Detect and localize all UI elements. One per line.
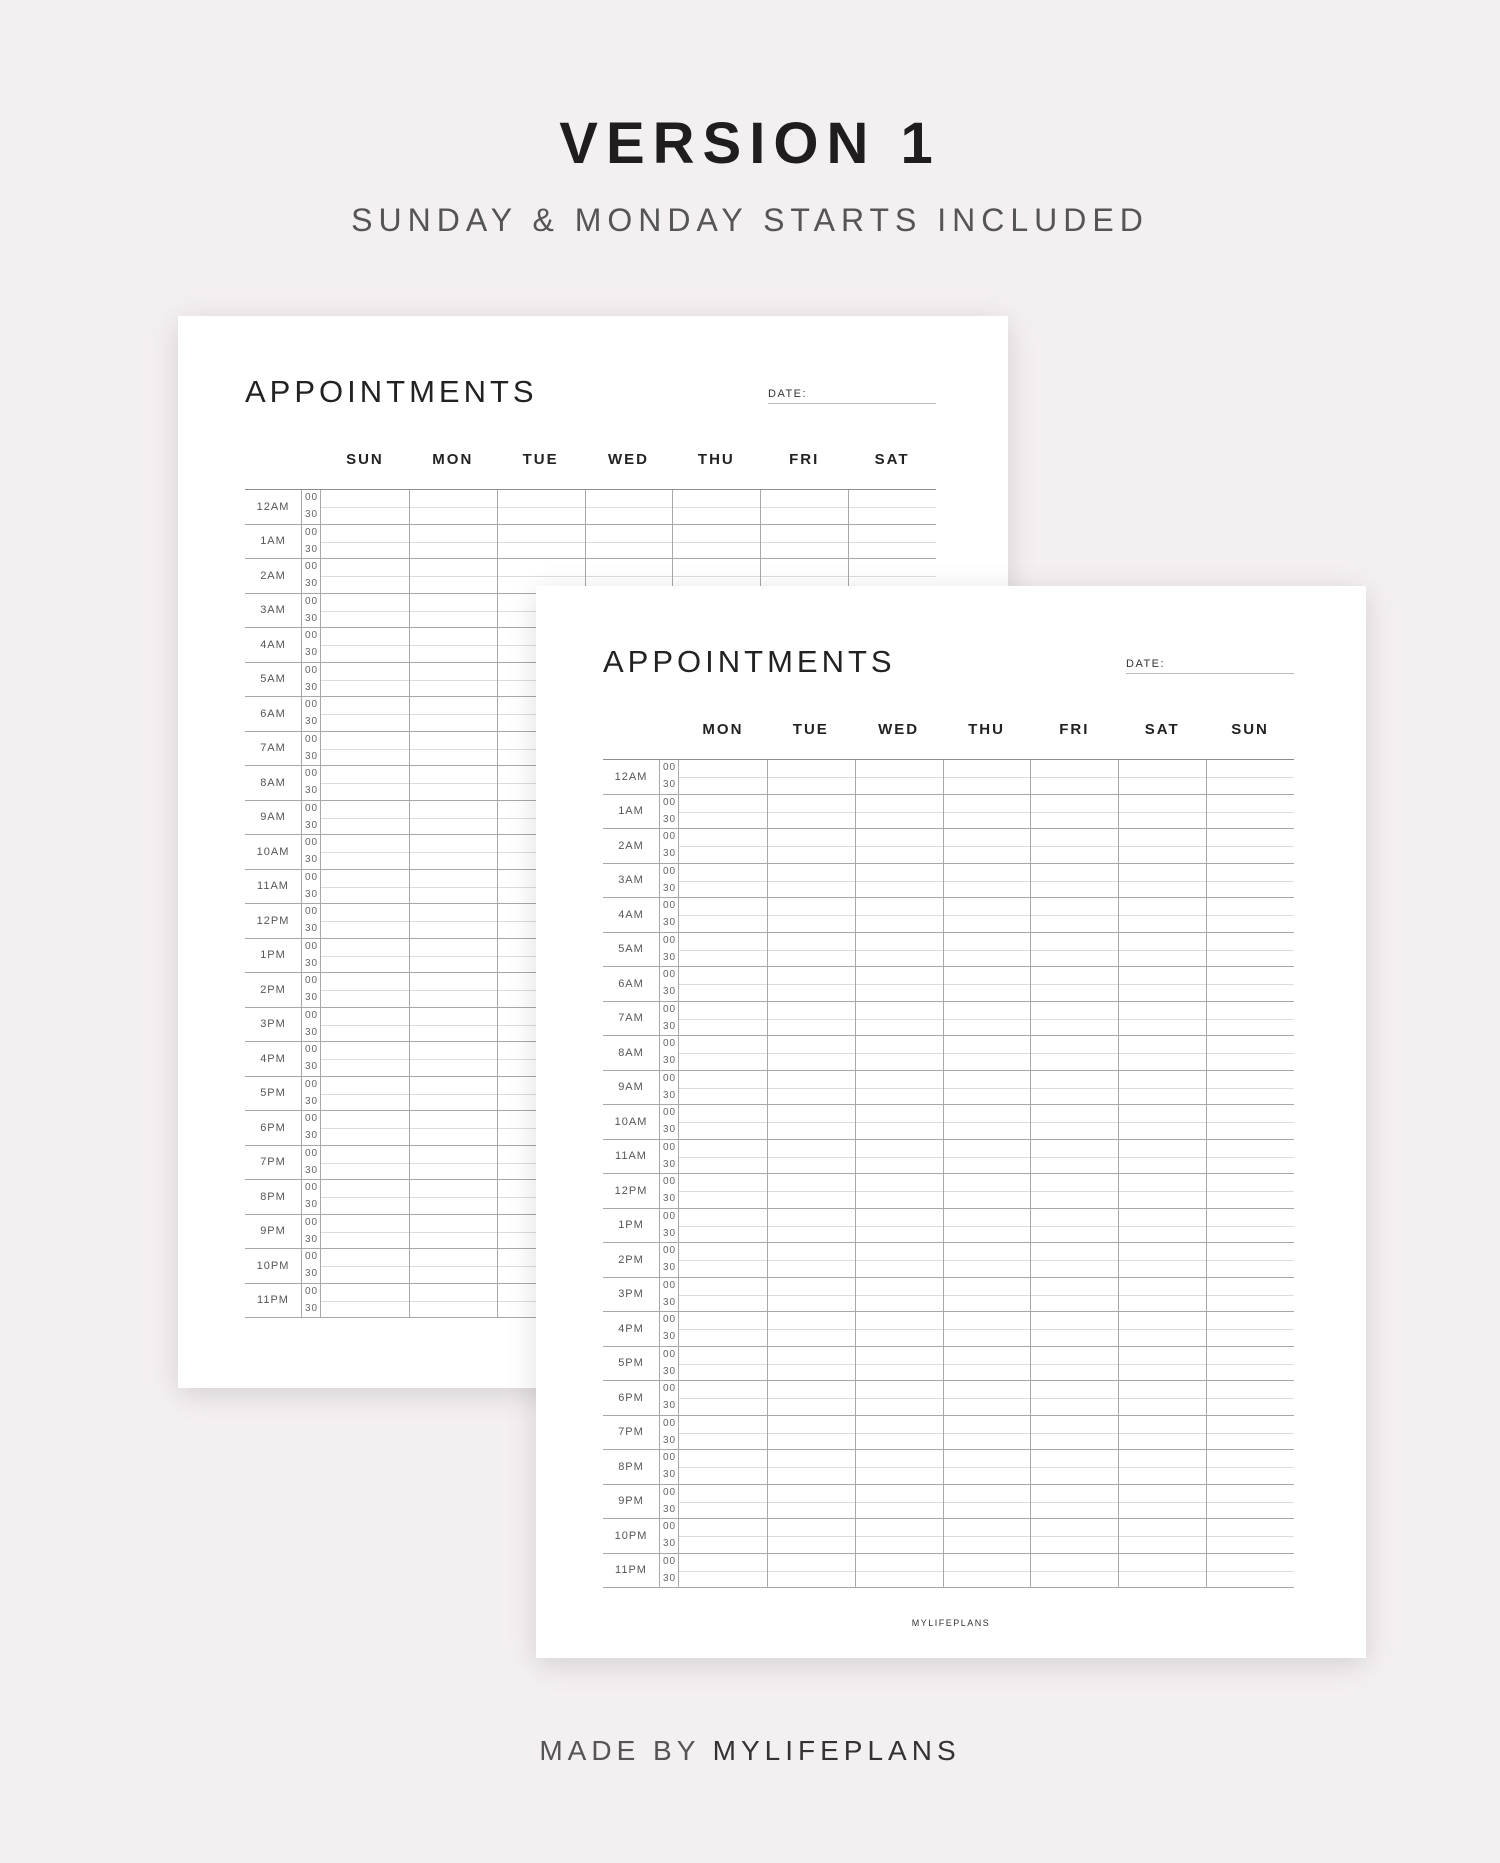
- hour-label: 9PM: [260, 1225, 286, 1238]
- day-divider: [1030, 760, 1031, 1588]
- hour-row[interactable]: [603, 864, 1294, 899]
- hours-grid: [603, 759, 1294, 1588]
- minute-label: 00: [663, 762, 677, 773]
- minute-label: 00: [305, 1285, 319, 1297]
- minute-label: 00: [305, 975, 319, 986]
- hour-row[interactable]: [603, 795, 1294, 830]
- page-footer: MYLIFEPLANS: [911, 1618, 991, 1628]
- half-hour-line: [679, 950, 1294, 951]
- minute-label: 00: [663, 1314, 677, 1325]
- day-divider: [767, 760, 768, 1588]
- minute-label: 00: [305, 733, 319, 745]
- minute-column: [659, 1209, 679, 1243]
- hour-label: 9PM: [618, 1495, 644, 1508]
- day-label-tue: TUE: [522, 451, 559, 468]
- minute-column: [301, 490, 321, 524]
- minute-column: [659, 898, 679, 932]
- hour-row[interactable]: [603, 760, 1294, 795]
- minute-label: 00: [663, 1072, 677, 1084]
- hour-label: 10PM: [614, 1529, 648, 1542]
- day-label-mon: MON: [702, 721, 744, 738]
- day-header-row: [245, 451, 936, 489]
- minute-column: [659, 829, 679, 863]
- day-divider: [1118, 760, 1119, 1588]
- minute-label: 00: [663, 900, 677, 911]
- minute-column: [301, 1146, 321, 1180]
- day-label-thu: THU: [697, 451, 735, 468]
- minute-label: 30: [305, 612, 319, 624]
- hour-label: 11PM: [257, 1294, 289, 1307]
- minute-label: 30: [663, 813, 677, 825]
- minute-label: 30: [305, 1268, 319, 1279]
- minute-label: 00: [305, 906, 319, 917]
- hour-row[interactable]: [603, 1554, 1294, 1589]
- hour-label: 4AM: [260, 638, 286, 651]
- hour-label: 9AM: [618, 1081, 644, 1094]
- minute-label: 00: [305, 492, 319, 503]
- minute-label: 30: [663, 1469, 677, 1480]
- minute-label: 00: [305, 595, 319, 607]
- day-label-sat: SAT: [1144, 721, 1180, 738]
- minute-label: 00: [305, 630, 319, 641]
- half-hour-line: [679, 812, 1294, 813]
- hour-label: 5AM: [618, 943, 644, 956]
- minute-label: 30: [663, 1331, 677, 1342]
- minute-label: 00: [663, 969, 677, 980]
- minute-label: 00: [305, 1216, 319, 1228]
- minute-column: [659, 795, 679, 829]
- minute-label: 00: [663, 1279, 677, 1291]
- hour-label: 2AM: [618, 839, 644, 852]
- minute-label: 30: [305, 647, 319, 658]
- minute-column: [301, 1077, 321, 1111]
- minute-column: [659, 1381, 679, 1415]
- hour-label: 7PM: [260, 1156, 286, 1169]
- minute-column: [301, 1042, 321, 1076]
- minute-label: 30: [663, 1503, 677, 1515]
- minute-label: 00: [305, 940, 319, 952]
- hour-row[interactable]: [603, 1519, 1294, 1554]
- half-hour-line: [679, 984, 1294, 985]
- hour-label: 3AM: [260, 604, 286, 617]
- hour-row[interactable]: [603, 1278, 1294, 1313]
- hour-row[interactable]: [603, 967, 1294, 1002]
- hour-row[interactable]: [603, 1450, 1294, 1485]
- hour-label: 3PM: [618, 1288, 644, 1301]
- minute-column: [659, 1105, 679, 1139]
- footer-prefix: MADE BY: [539, 1735, 700, 1766]
- half-hour-line: [679, 1191, 1294, 1192]
- half-hour-line: [679, 1364, 1294, 1365]
- page-title: APPOINTMENTS: [603, 644, 896, 679]
- minute-label: 30: [663, 1227, 677, 1239]
- minute-label: 00: [305, 561, 319, 572]
- minute-label: 30: [663, 779, 677, 790]
- minute-label: 00: [663, 1521, 677, 1532]
- half-hour-line: [679, 1433, 1294, 1434]
- minute-label: 30: [663, 951, 677, 963]
- minute-label: 00: [663, 934, 677, 946]
- minute-label: 30: [305, 1164, 319, 1176]
- minute-label: 30: [305, 923, 319, 934]
- minute-label: 30: [663, 1365, 677, 1377]
- minute-column: [659, 1140, 679, 1174]
- minute-label: 00: [663, 1176, 677, 1187]
- minute-label: 30: [305, 992, 319, 1003]
- minute-label: 00: [663, 1141, 677, 1153]
- half-hour-line: [679, 1467, 1294, 1468]
- day-label-sun: SUN: [1231, 721, 1269, 738]
- minute-label: 30: [663, 882, 677, 894]
- date-label: DATE:: [768, 388, 808, 400]
- minute-column: [301, 559, 321, 593]
- half-hour-line: [679, 1226, 1294, 1227]
- minute-column: [659, 864, 679, 898]
- minute-label: 00: [305, 871, 319, 883]
- hour-row[interactable]: [603, 1002, 1294, 1037]
- hour-row[interactable]: [603, 1105, 1294, 1140]
- hour-label: 11AM: [615, 1150, 647, 1163]
- minute-label: 30: [305, 819, 319, 831]
- half-hour-line: [321, 576, 936, 577]
- minute-column: [659, 1071, 679, 1105]
- minute-label: 30: [663, 917, 677, 928]
- minute-column: [301, 835, 321, 869]
- hour-label: 11PM: [615, 1564, 647, 1577]
- half-hour-line: [679, 1122, 1294, 1123]
- hour-label: 1PM: [618, 1219, 644, 1232]
- day-divider: [497, 490, 498, 1318]
- minute-label: 00: [663, 1348, 677, 1360]
- minute-column: [659, 1485, 679, 1519]
- hour-label: 5AM: [260, 673, 286, 686]
- minute-label: 00: [663, 1038, 677, 1049]
- minute-column: [301, 663, 321, 697]
- hour-label: 8AM: [260, 776, 286, 789]
- minute-label: 30: [305, 1095, 319, 1107]
- hour-label: 4AM: [618, 908, 644, 921]
- minute-column: [659, 933, 679, 967]
- hour-row[interactable]: [603, 1140, 1294, 1175]
- minute-label: 00: [663, 796, 677, 808]
- minute-label: 00: [663, 1417, 677, 1429]
- hour-label: 7AM: [260, 742, 286, 755]
- minute-column: [659, 1278, 679, 1312]
- minute-label: 30: [305, 785, 319, 796]
- minute-label: 30: [305, 716, 319, 727]
- minute-label: 30: [663, 1089, 677, 1101]
- minute-column: [659, 1554, 679, 1588]
- minute-column: [659, 1519, 679, 1553]
- day-label-fri: FRI: [789, 451, 820, 468]
- hour-row[interactable]: [603, 1243, 1294, 1278]
- minute-column: [301, 904, 321, 938]
- minute-column: [659, 1416, 679, 1450]
- minute-column: [301, 1111, 321, 1145]
- day-divider: [409, 490, 410, 1318]
- half-hour-line: [679, 1053, 1294, 1054]
- page-title: APPOINTMENTS: [245, 374, 538, 409]
- half-hour-line: [679, 846, 1294, 847]
- hour-label: 5PM: [618, 1357, 644, 1370]
- half-hour-line: [679, 1502, 1294, 1503]
- footer-credit: [0, 1735, 1500, 1767]
- minute-column: [659, 1002, 679, 1036]
- minute-column: [659, 760, 679, 794]
- minute-label: 00: [305, 664, 319, 676]
- hour-label: 1PM: [260, 949, 286, 962]
- minute-label: 00: [663, 831, 677, 842]
- minute-column: [301, 939, 321, 973]
- day-header-row: [603, 721, 1294, 759]
- minute-column: [659, 1174, 679, 1208]
- day-label-thu: THU: [968, 721, 1005, 738]
- hour-label: 11AM: [257, 880, 289, 893]
- minute-label: 30: [663, 1572, 677, 1584]
- minute-label: 30: [305, 578, 319, 589]
- minute-column: [301, 1249, 321, 1283]
- half-hour-line: [679, 1571, 1294, 1572]
- half-hour-line: [321, 507, 936, 508]
- hour-label: 8PM: [260, 1190, 286, 1203]
- hour-row[interactable]: [603, 1381, 1294, 1416]
- minute-column: [301, 594, 321, 628]
- half-hour-line: [679, 1019, 1294, 1020]
- hour-label: 7PM: [618, 1426, 644, 1439]
- minute-label: 00: [305, 1147, 319, 1159]
- minute-column: [659, 1243, 679, 1277]
- hour-row[interactable]: [245, 490, 936, 525]
- hour-row[interactable]: [603, 1416, 1294, 1451]
- hour-label: 4PM: [618, 1322, 644, 1335]
- hour-label: 12AM: [256, 500, 290, 513]
- hour-label: 6AM: [618, 977, 644, 990]
- hour-label: 2AM: [260, 569, 286, 582]
- minute-label: 00: [305, 1044, 319, 1055]
- day-label-mon: MON: [432, 451, 474, 468]
- minute-label: 30: [305, 1302, 319, 1314]
- minute-label: 00: [305, 837, 319, 848]
- hour-label: 3PM: [260, 1018, 286, 1031]
- day-label-wed: WED: [608, 451, 649, 468]
- hour-row[interactable]: [603, 933, 1294, 968]
- hour-label: 7AM: [618, 1012, 644, 1025]
- hour-row[interactable]: [603, 1312, 1294, 1347]
- date-label: DATE:: [1126, 658, 1166, 670]
- hour-label: 10AM: [256, 845, 290, 858]
- minute-label: 30: [305, 1130, 319, 1141]
- minute-label: 00: [305, 699, 319, 710]
- hour-label: 6AM: [260, 707, 286, 720]
- minute-column: [301, 525, 321, 559]
- day-label-sun: SUN: [346, 451, 384, 468]
- minute-label: 30: [305, 1061, 319, 1072]
- date-field[interactable]: [1126, 658, 1294, 674]
- minute-column: [301, 697, 321, 731]
- hero-subtitle: SUNDAY & MONDAY STARTS INCLUDED: [351, 202, 1149, 238]
- hour-label: 8AM: [618, 1046, 644, 1059]
- minute-column: [659, 1347, 679, 1381]
- date-field[interactable]: [768, 388, 936, 404]
- half-hour-line: [679, 1088, 1294, 1089]
- minute-label: 00: [305, 1078, 319, 1090]
- hour-label: 2PM: [260, 983, 286, 996]
- minute-label: 30: [305, 750, 319, 762]
- minute-column: [301, 1008, 321, 1042]
- day-label-sat: SAT: [874, 451, 910, 468]
- minute-label: 30: [663, 986, 677, 997]
- minute-label: 30: [305, 543, 319, 555]
- minute-label: 30: [663, 848, 677, 859]
- schedule-grid: [603, 721, 1294, 1588]
- hour-label: 12AM: [614, 770, 648, 783]
- minute-label: 00: [305, 768, 319, 779]
- minute-label: 30: [305, 509, 319, 520]
- hour-label: 1AM: [260, 535, 286, 548]
- day-label-wed: WED: [878, 721, 920, 738]
- minute-label: 30: [663, 1262, 677, 1273]
- hour-row[interactable]: [245, 525, 936, 560]
- minute-label: 30: [663, 1055, 677, 1066]
- minute-column: [659, 967, 679, 1001]
- day-label-fri: FRI: [1059, 721, 1090, 738]
- minute-label: 00: [663, 1107, 677, 1118]
- minute-label: 00: [305, 1113, 319, 1124]
- minute-column: [659, 1312, 679, 1346]
- minute-label: 30: [663, 1434, 677, 1446]
- minute-label: 30: [305, 957, 319, 969]
- minute-label: 00: [663, 1555, 677, 1567]
- minute-column: [301, 628, 321, 662]
- minute-label: 30: [305, 681, 319, 693]
- minute-column: [301, 732, 321, 766]
- half-hour-line: [679, 1260, 1294, 1261]
- half-hour-line: [679, 1536, 1294, 1537]
- minute-label: 30: [305, 1199, 319, 1210]
- half-hour-line: [321, 542, 936, 543]
- minute-label: 00: [663, 1486, 677, 1498]
- hour-row[interactable]: [603, 1071, 1294, 1106]
- minute-label: 00: [305, 526, 319, 538]
- minute-label: 00: [663, 1003, 677, 1015]
- hour-row[interactable]: [603, 1347, 1294, 1382]
- hour-label: 12PM: [614, 1184, 648, 1197]
- minute-label: 30: [663, 1193, 677, 1204]
- half-hour-line: [679, 881, 1294, 882]
- minute-column: [301, 973, 321, 1007]
- minute-column: [301, 766, 321, 800]
- minute-column: [301, 870, 321, 904]
- hour-label: 12PM: [256, 914, 290, 927]
- minute-label: 00: [663, 1245, 677, 1256]
- minute-column: [659, 1036, 679, 1070]
- hero-title: VERSION 1: [559, 111, 941, 176]
- half-hour-line: [679, 1398, 1294, 1399]
- hour-row[interactable]: [603, 1209, 1294, 1244]
- day-divider: [855, 760, 856, 1588]
- half-hour-line: [679, 915, 1294, 916]
- minute-label: 30: [663, 1124, 677, 1135]
- day-label-tue: TUE: [792, 721, 829, 738]
- hour-label: 1AM: [618, 805, 644, 818]
- footer-brand: MYLIFEPLANS: [712, 1735, 961, 1766]
- day-divider: [1206, 760, 1207, 1588]
- minute-label: 30: [305, 1026, 319, 1038]
- hour-label: 2PM: [618, 1253, 644, 1266]
- minute-label: 00: [663, 1210, 677, 1222]
- hour-row[interactable]: [603, 1036, 1294, 1071]
- minute-label: 30: [663, 1020, 677, 1032]
- hour-row[interactable]: [603, 1485, 1294, 1520]
- half-hour-line: [679, 777, 1294, 778]
- planner-page-monday-start: [536, 586, 1366, 1658]
- hour-label: 6PM: [618, 1391, 644, 1404]
- minute-label: 00: [663, 865, 677, 877]
- minute-label: 30: [305, 854, 319, 865]
- hour-row[interactable]: [603, 898, 1294, 933]
- minute-label: 30: [663, 1158, 677, 1170]
- minute-column: [301, 1180, 321, 1214]
- hour-label: 9AM: [260, 811, 286, 824]
- minute-label: 00: [305, 1251, 319, 1262]
- minute-label: 30: [663, 1296, 677, 1308]
- half-hour-line: [679, 1295, 1294, 1296]
- hour-label: 10PM: [256, 1259, 290, 1272]
- hour-label: 3AM: [618, 874, 644, 887]
- minute-label: 00: [305, 802, 319, 814]
- half-hour-line: [679, 1157, 1294, 1158]
- minute-label: 00: [663, 1452, 677, 1463]
- hour-row[interactable]: [603, 829, 1294, 864]
- hour-row[interactable]: [603, 1174, 1294, 1209]
- hour-label: 8PM: [618, 1460, 644, 1473]
- minute-column: [301, 1284, 321, 1318]
- hour-label: 10AM: [614, 1115, 648, 1128]
- day-divider: [943, 760, 944, 1588]
- minute-label: 00: [305, 1009, 319, 1021]
- minute-column: [301, 801, 321, 835]
- hour-label: 5PM: [260, 1087, 286, 1100]
- minute-label: 30: [305, 1233, 319, 1245]
- half-hour-line: [679, 1329, 1294, 1330]
- minute-label: 30: [305, 888, 319, 900]
- minute-column: [659, 1450, 679, 1484]
- hour-label: 4PM: [260, 1052, 286, 1065]
- hour-label: 6PM: [260, 1121, 286, 1134]
- minute-label: 00: [305, 1182, 319, 1193]
- minute-label: 30: [663, 1400, 677, 1411]
- minute-column: [301, 1215, 321, 1249]
- minute-label: 30: [663, 1538, 677, 1549]
- minute-label: 00: [663, 1383, 677, 1394]
